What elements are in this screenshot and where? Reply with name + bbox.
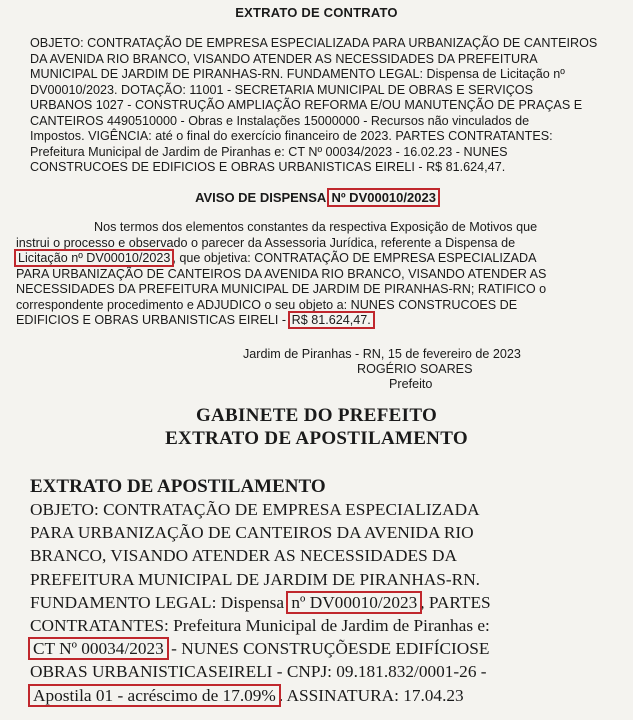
valor-highlight: R$ 81.624,47. — [291, 313, 371, 327]
aviso-line — [16, 251, 616, 267]
contrato-line: Impostos. VIGÊNCIA: até o final do exercício financeiro de 2023. PARTES CONTRATANTES: — [30, 129, 553, 143]
dispensa-number-highlight: nº DV00010/2023 — [288, 593, 420, 612]
contrato-line: Prefeitura Municipal de Jardim de Piranhas e: CT Nº 00034/2023 - 16.02.23 - NUNES — [30, 144, 508, 159]
apostilamento-line: CONTRATANTES: Prefeitura Municipal de Jardim de Piranhas e: — [30, 616, 490, 636]
apostilamento-line: OBJETO: CONTRATAÇÃO DE EMPRESA ESPECIALIZADA — [30, 500, 480, 519]
extrato-apostilamento-title: EXTRATO DE APOSTILAMENTO — [165, 428, 468, 449]
signer-role: Prefeito — [389, 377, 433, 391]
aviso-line: instrui o processo e observado o parecer da Assessoria Jurídica, referente a Dispensa de — [16, 235, 516, 250]
apostilamento-line-suffix: , PARTES — [420, 592, 491, 612]
apostilamento-heading: EXTRATO DE APOSTILAMENTO — [30, 476, 326, 497]
aviso-line: correspondente procedimento e ADJUDICO o seu objeto a: NUNES CONSTRUCOES DE — [16, 297, 518, 312]
apostilamento-line-suffix: - NUNES CONSTRUÇÕESDE EDIFÍCIOSE — [166, 639, 490, 659]
apostilamento-line-suffix: . ASSINATURA: 17.04.23 — [278, 685, 464, 705]
licitacao-highlight: Licitação nº DV00010/2023 — [18, 251, 171, 265]
apostilamento-line — [30, 637, 605, 660]
aviso-number-highlight: Nº DV00010/2023 — [331, 190, 436, 205]
apostilamento-line: OBRAS URBANISTICASEIRELI - CNPJ: 09.181.832/0001-26 - — [30, 662, 487, 682]
contrato-line: MUNICIPAL DE JARDIM DE PIRANHAS-RN. FUNDAMENTO LEGAL: Dispensa de Licitação nº — [30, 67, 565, 81]
signer-name: ROGÉRIO SOARES — [357, 362, 473, 376]
contrato-line: DA AVENIDA RIO BRANCO, VISANDO ATENDER AS NECESSIDADES DA PREFEITURA — [30, 51, 538, 66]
aviso-line-rest: , que objetiva: CONTRATAÇÃO DE EMPRESA ESPECIALIZADA — [172, 251, 537, 265]
apostilamento-line: PREFEITURA MUNICIPAL DE JARDIM DE PIRANHAS-RN. — [30, 569, 480, 589]
aviso-dispensa-body — [16, 220, 616, 329]
extrato-contrato-title: EXTRATO DE CONTRATO — [235, 5, 398, 20]
aviso-line — [16, 313, 616, 329]
apostilamento-line: PARA URBANIZAÇÃO DE CANTEIROS DA AVENIDA RIO — [30, 523, 474, 543]
apostilamento-line — [30, 684, 605, 707]
apostilamento-line: BRANCO, VISANDO ATENDER AS NECESSIDADES DA — [30, 546, 457, 566]
aviso-line: NECESSIDADES DA PREFEITURA MUNICIPAL DE JARDIM DE PIRANHAS-RN; RATIFICO o — [16, 282, 547, 296]
aviso-line-prefix: EDIFICIOS E OBRAS URBANISTICAS EIRELI - — [16, 313, 290, 327]
gabinete-title: GABINETE DO PREFEITO — [195, 405, 438, 426]
place-date: Jardim de Piranhas - RN, 15 de fevereiro de 2023 — [243, 347, 521, 361]
extrato-contrato-body — [30, 36, 610, 176]
aviso-title-text: AVISO DE DISPENSA — [195, 190, 326, 205]
aviso-line: Nos termos dos elementos constantes da respectiva Exposição de Motivos que — [94, 220, 538, 234]
aviso-dispensa-title — [0, 190, 633, 205]
apostilamento-line-prefix: FUNDAMENTO LEGAL: Dispensa — [30, 592, 289, 612]
contrato-line: OBJETO: CONTRATAÇÃO DE EMPRESA ESPECIALIZADA PARA URBANIZAÇÃO DE CANTEIROS — [30, 36, 598, 50]
apostilamento-line — [30, 591, 605, 614]
apostila-highlight: Apostila 01 - acréscimo de 17.09% — [30, 686, 279, 705]
contrato-line: CONSTRUCOES DE EDIFICIOS E OBRAS URBANISTICAS EIRELI - R$ 81.624,47. — [30, 160, 506, 174]
apostilamento-body — [30, 498, 605, 707]
contrato-line: URBANOS 1027 - CONSTRUÇÃO AMPLIAÇÃO REFORMA E/OU MANUTENÇÃO DE PRAÇAS E — [30, 98, 583, 112]
contract-number-highlight: CT Nº 00034/2023 — [30, 639, 167, 658]
contrato-line: CANTEIROS 4490510000 - Obras e Instalações 15000000 - Recursos não vinculados de — [30, 113, 530, 128]
aviso-line: PARA URBANIZAÇÃO DE CANTEIROS DA AVENIDA RIO BRANCO, VISANDO ATENDER AS — [16, 266, 547, 281]
contrato-line: DV00010/2023. DOTAÇÃO: 11001 - SECRETARIA MUNICIPAL DE OBRAS E SERVIÇOS — [30, 82, 533, 97]
